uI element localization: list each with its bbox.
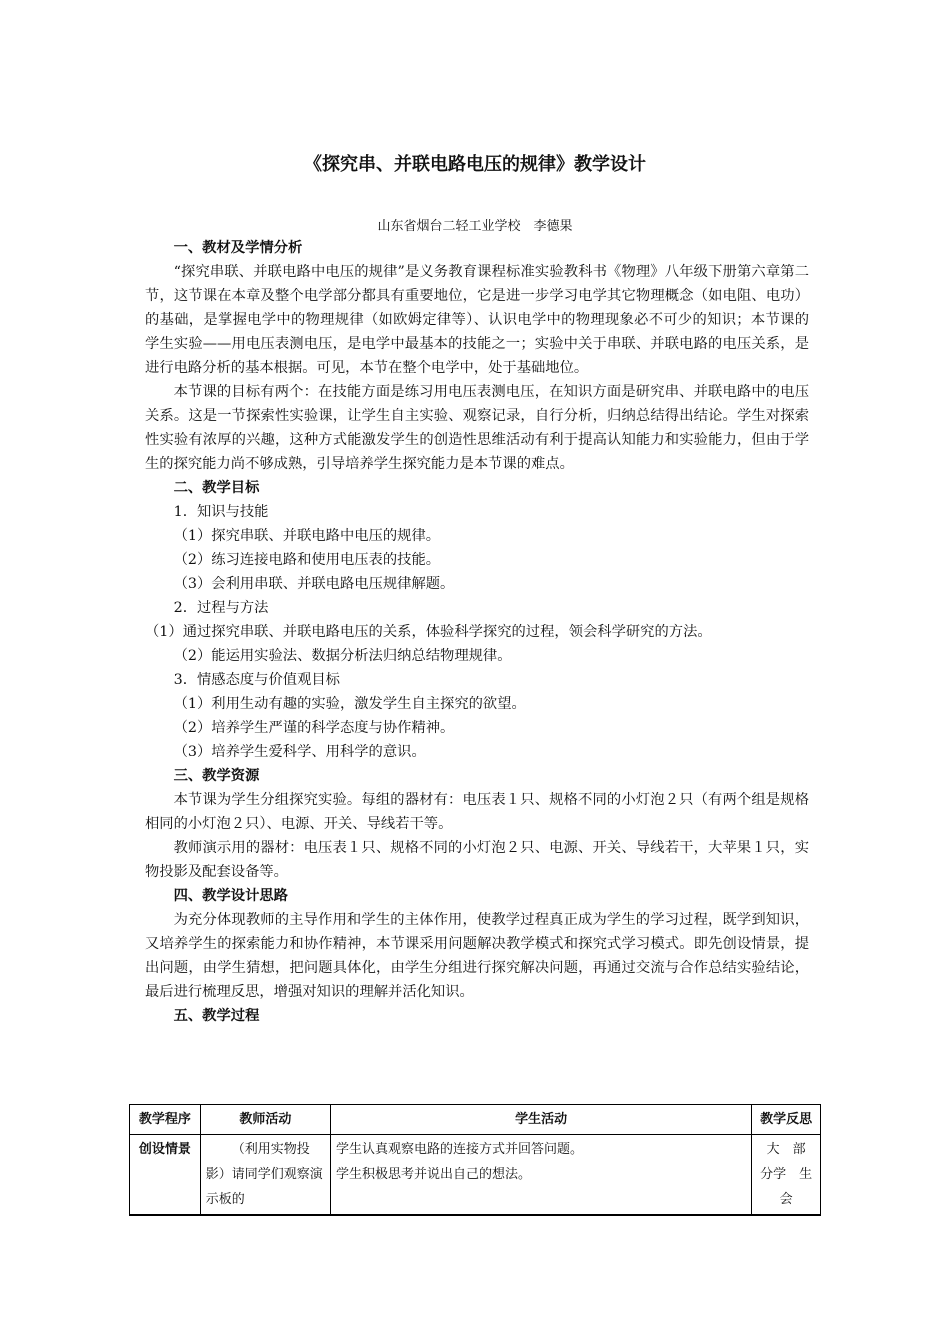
section-heading-5: 五、教学过程 (173, 1008, 260, 1024)
header-cell: 教学程序 (130, 1105, 201, 1135)
paragraph: 教师演示用的器材：电压表１只、规格不同的小灯泡２只、电源、开关、导线若干，大苹果１只，实物投影及配套设备等。 (145, 840, 809, 880)
section-heading-4: 四、教学设计思路 (173, 888, 288, 904)
list-item: （1）探究串联、并联电路中电压的规律。 (173, 528, 441, 544)
list-item: （2）培养学生严谨的科学态度与协作精神。 (173, 720, 455, 736)
list-item: （1）通过探究串联、并联电路电压的关系，体验科学探究的过程，领会科学研究的方法。 (145, 624, 712, 640)
document-body (145, 236, 809, 1028)
subheading-attitude: 3．情感态度与价值观目标 (173, 672, 340, 688)
stage-cell: 创设情景 (130, 1135, 201, 1216)
paragraph: 为充分体现教师的主导作用和学生的主体作用，使教学过程真正成为学生的学习过程，既学到知识，又培养学生的探索能力和协作精神，本节课采用问题解决教学模式和探究式学习模式。即先创设情景，提出问题，由学生猜想，把问题具体化，由学生分组进行探究解决问题，再通过交流与合作总结实验结论，最后进行梳理反思，增强对知识的理解并活化知识。 (145, 912, 809, 1000)
reflection-cell: 大 部 分学 生 会 (752, 1135, 821, 1216)
list-item: （2）练习连接电路和使用电压表的技能。 (173, 552, 441, 568)
section-heading-2: 二、教学目标 (173, 480, 260, 496)
header-cell: 学生活动 (330, 1105, 751, 1135)
teacher-activity-cell: （利用实物投影）请同学们观察演示板的 (200, 1135, 330, 1216)
student-activity-line: 学生认真观察电路的连接方式并回答问题。 (335, 1142, 583, 1157)
section-heading-3: 三、教学资源 (173, 768, 260, 784)
document-title: 《探究串、并联电路电压的规律》教学设计 (304, 154, 646, 175)
header-cell: 教师活动 (200, 1105, 330, 1135)
table-row (130, 1135, 821, 1216)
paragraph: 本节课的目标有两个：在技能方面是练习用电压表测电压，在知识方面是研究串、并联电路中的电压关系。这是一节探索性实验课，让学生自主实验、观察记录，自行分析，归纳总结得出结论。学生对探索性实验有浓厚的兴趣，这种方式能激发学生的创造性思维活动有利于提高认知能力和实验能力，但由于学生的探究能力尚不够成熟，引导培养学生探究能力是本节课的难点。 (145, 384, 809, 472)
paragraph: 本节课为学生分组探究实验。每组的器材有：电压表１只、规格不同的小灯泡２只（有两个组是规格相同的小灯泡２只）、电源、开关、导线若干等。 (145, 792, 809, 832)
list-item: （1）利用生动有趣的实验，激发学生自主探究的欲望。 (173, 696, 526, 712)
document-author: 山东省烟台二轻工业学校 李德果 (377, 219, 573, 234)
list-item: （3）会利用串联、并联电路电压规律解题。 (173, 576, 455, 592)
subheading-knowledge: 1．知识与技能 (173, 504, 269, 520)
student-activity-cell (330, 1135, 751, 1216)
student-activity-line: 学生积极思考并说出自己的想法。 (335, 1167, 531, 1182)
table-header-row (130, 1105, 821, 1135)
list-item: （3）培养学生爱科学、用科学的意识。 (173, 744, 426, 760)
teaching-process-table (129, 1104, 826, 1216)
header-cell: 教学反思 (752, 1105, 821, 1135)
section-heading-1: 一、教材及学情分析 (173, 240, 303, 256)
list-item: （2）能运用实验法、数据分析法归纳总结物理规律。 (173, 648, 512, 664)
paragraph: “探究串联、并联电路中电压的规律”是义务教育课程标准实验教科书《物理》八年级下册第六章第二节，这节课在本章及整个电学部分都具有重要地位，它是进一步学习电学其它物理概念（如电阻、电功）的基础，是掌握电学中的物理规律（如欧姆定律等）、认识电学中的物理现象必不可少的知识；本节课的学生实验——用电压表测电压，是电学中最基本的技能之一；实验中关于串联、并联电路的电压关系，是进行电路分析的基本根据。可见，本节在整个电学中，处于基础地位。 (145, 264, 809, 376)
subheading-process: 2．过程与方法 (173, 600, 269, 616)
